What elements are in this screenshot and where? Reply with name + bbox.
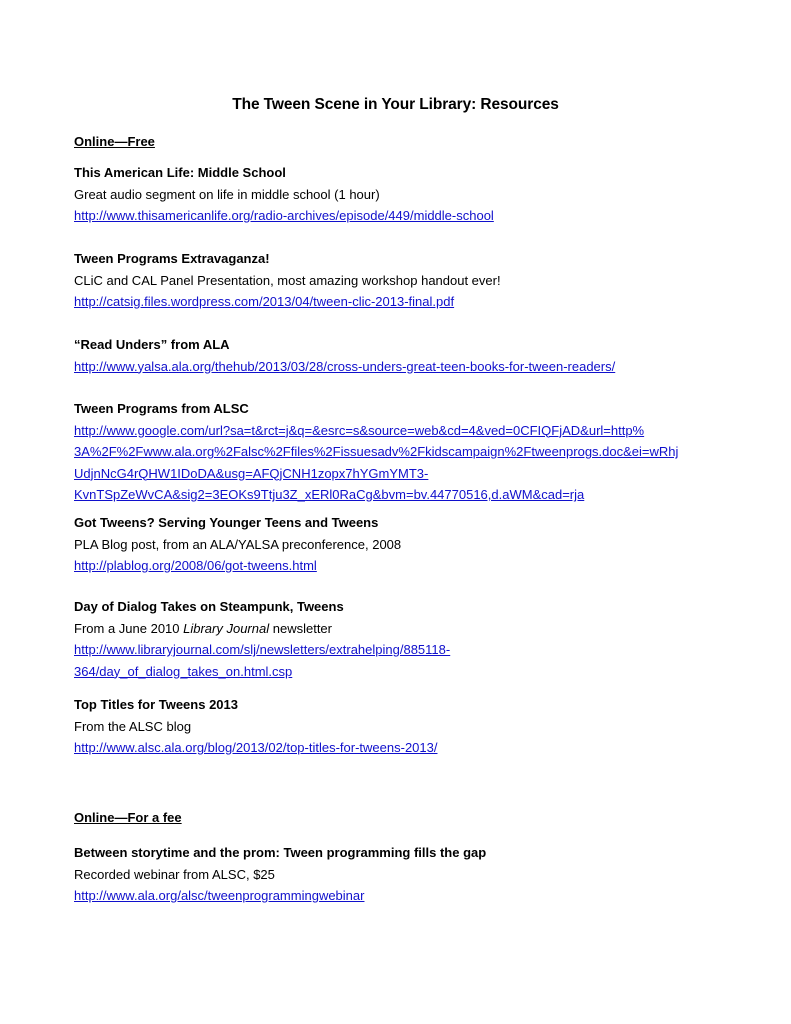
resource-title: Tween Programs Extravaganza!: [74, 251, 270, 266]
resource-title: Day of Dialog Takes on Steampunk, Tweens: [74, 599, 344, 614]
resource-entry: [74, 162, 734, 227]
resource-link-line[interactable]: 364/day_of_dialog_takes_on.html.csp: [74, 663, 293, 679]
resource-link-line[interactable]: UdjnNcG4rQHW1IDoDA&usg=AFQjCNH1zopx7hYGmYMT3-: [74, 465, 429, 481]
description-text: From a June 2010: [74, 620, 184, 636]
page-title: The Tween Scene in Your Library: Resources: [232, 96, 559, 113]
section-heading-online-fee: Online—For a fee: [74, 810, 182, 825]
resource-entry: [74, 842, 734, 907]
resource-description: Recorded webinar from ALSC, $25: [74, 866, 275, 882]
resource-title: Top Titles for Tweens 2013: [74, 697, 238, 712]
resource-link[interactable]: [74, 639, 734, 682]
resource-link[interactable]: http://www.alsc.ala.org/blog/2013/02/top-titles-for-tweens-2013/: [74, 740, 438, 755]
resource-title: Tween Programs from ALSC: [74, 401, 249, 416]
description-text: newsletter: [269, 620, 332, 636]
resource-link[interactable]: http://plablog.org/2008/06/got-tweens.html: [74, 558, 317, 573]
resource-entry: [74, 596, 734, 682]
resource-title: This American Life: Middle School: [74, 165, 286, 180]
resource-title: “Read Unders” from ALA: [74, 337, 230, 352]
resource-link-line[interactable]: KvnTSpZeWvCA&sig2=3EOKs9Ttju3Z_xERl0RaCg&bvm=bv.44770516,d.aWM&cad=rja: [74, 487, 585, 502]
resource-entry: [74, 512, 734, 577]
resource-description: CLiC and CAL Panel Presentation, most amazing workshop handout ever!: [74, 272, 501, 288]
publication-name: Library Journal: [183, 620, 270, 636]
resource-link-line[interactable]: 3A%2F%2Fwww.ala.org%2Falsc%2Ffiles%2Fissuesadv%2Fkidscampaign%2Ftweenprogs.doc&ei=wRhj: [74, 444, 679, 459]
resource-link[interactable]: http://www.ala.org/alsc/tweenprogrammingwebinar: [74, 888, 365, 903]
resource-link-line[interactable]: http://www.google.com/url?sa=t&rct=j&q=&esrc=s&source=web&cd=4&ved=0CFIQFjAD&url=http%: [74, 422, 645, 438]
resource-description: Great audio segment on life in middle school (1 hour): [74, 186, 380, 202]
resource-title: Got Tweens? Serving Younger Teens and Tweens: [74, 515, 379, 530]
resource-link-line[interactable]: http://www.libraryjournal.com/slj/newsletters/extrahelping/885118-: [74, 642, 451, 657]
resource-title: Between storytime and the prom: Tween programming fills the gap: [74, 845, 487, 860]
resource-description: PLA Blog post, from an ALA/YALSA preconference, 2008: [74, 536, 402, 552]
resource-entry: [74, 334, 734, 377]
resource-entry: [74, 248, 734, 313]
resource-link[interactable]: http://www.yalsa.ala.org/thehub/2013/03/28/cross-unders-great-teen-books-for-tween-readers/: [74, 358, 616, 374]
resource-description: From the ALSC blog: [74, 718, 192, 734]
resource-link[interactable]: http://www.thisamericanlife.org/radio-archives/episode/449/middle-school: [74, 208, 494, 223]
resource-entry: [74, 694, 734, 759]
section-heading-online-free: Online—Free: [74, 134, 155, 149]
resource-description: [74, 618, 734, 640]
resource-link[interactable]: http://catsig.files.wordpress.com/2013/04/tween-clic-2013-final.pdf: [74, 294, 455, 309]
resource-entry: [74, 398, 734, 506]
resource-link[interactable]: [74, 420, 734, 506]
